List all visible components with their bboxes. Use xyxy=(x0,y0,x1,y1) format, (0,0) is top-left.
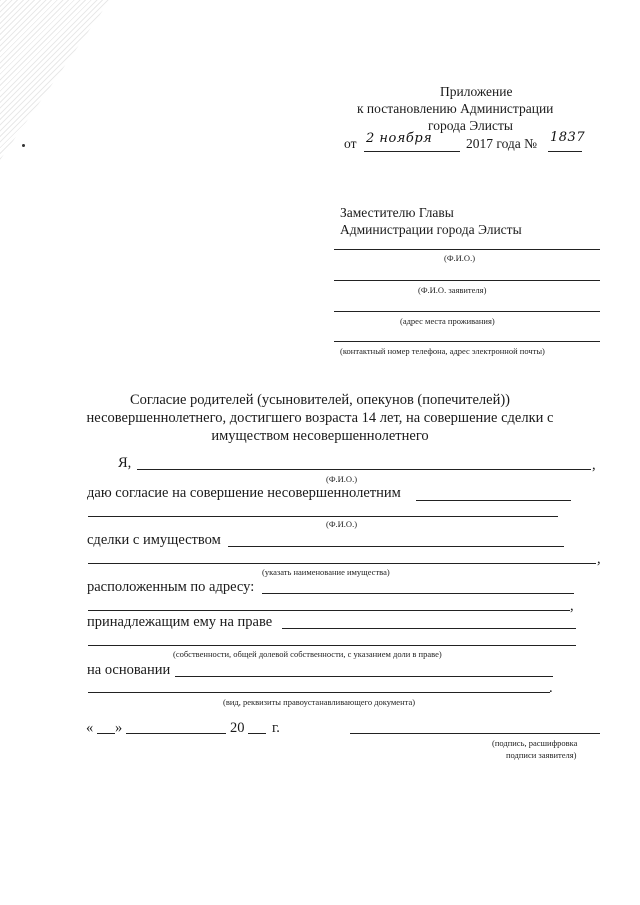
consent-line2 xyxy=(88,516,558,517)
header-date-prefix: от xyxy=(344,136,357,151)
caption-contacts: (контактный номер телефона, адрес электронной почты) xyxy=(340,346,545,356)
deals-line2 xyxy=(88,563,596,564)
body-belonging: принадлежащим ему на праве xyxy=(87,614,273,630)
header-number-handwritten: 1837 xyxy=(550,130,586,145)
scan-artifact-corner xyxy=(0,0,110,160)
applicant-line xyxy=(334,280,600,281)
caption-document: (вид, реквизиты правоустанавливающего документа) xyxy=(223,697,416,707)
contacts-line xyxy=(334,341,600,342)
header-line2: к постановлению Администрации xyxy=(357,101,554,116)
body-consent: даю согласие на совершение несовершеннолетним xyxy=(87,485,401,501)
caption-property: (указать наименование имущества) xyxy=(262,567,390,577)
caption-applicant: (Ф.И.О. заявителя) xyxy=(418,285,487,295)
basis-dot: . xyxy=(549,680,553,696)
title-line3: имуществом несовершеннолетнего xyxy=(211,428,429,444)
caption-fio2: (Ф.И.О.) xyxy=(326,519,358,529)
number-underline xyxy=(548,151,582,152)
addressee-line1: Заместителю Главы xyxy=(340,205,454,220)
caption-right: (собственности, общей долевой собственности, с указанием доли в праве) xyxy=(173,649,442,659)
caption-sign2: подписи заявителя) xyxy=(506,750,577,760)
scan-dot xyxy=(22,144,25,147)
basis-line xyxy=(175,676,553,677)
body-deals: сделки с имуществом xyxy=(87,532,221,548)
deals-line xyxy=(228,546,564,547)
day-line xyxy=(97,733,115,734)
title-line2: несовершеннолетнего, достигшего возраста 14 лет, на совершение сделки с xyxy=(86,410,554,426)
body-ya: Я, xyxy=(118,455,132,471)
located-comma: , xyxy=(570,598,574,614)
caption-fio1: (Ф.И.О.) xyxy=(326,474,358,484)
ya-fio-line xyxy=(137,469,591,470)
year-line xyxy=(248,733,266,734)
header-date-handwritten: 2 ноября xyxy=(366,131,433,146)
consent-line xyxy=(416,500,571,501)
body-comma: , xyxy=(592,457,596,473)
body-basis: на основании xyxy=(87,662,171,678)
caption-fio: (Ф.И.О.) xyxy=(444,253,476,263)
header-year-text: 2017 года № xyxy=(466,136,538,151)
located-line2 xyxy=(88,610,570,611)
addressee-line2: Администрации города Элисты xyxy=(340,222,522,237)
body-located: расположенным по адресу: xyxy=(87,579,255,595)
title-line1: Согласие родителей (усыновителей, опекунов (попечителей)) xyxy=(129,392,511,408)
date-quote-open: « xyxy=(86,720,94,736)
fio-line xyxy=(334,249,600,250)
year-suffix: г. xyxy=(272,720,280,736)
caption-sign1: (подпись, расшифровка xyxy=(492,738,578,748)
belonging-line xyxy=(282,628,576,629)
month-line xyxy=(126,733,226,734)
year-prefix: 20 xyxy=(230,720,245,736)
date-quote-close: » xyxy=(115,720,123,736)
date-underline xyxy=(364,151,460,152)
belonging-line2 xyxy=(88,645,576,646)
basis-line2 xyxy=(88,692,550,693)
deals-comma: , xyxy=(597,551,601,567)
signature-line xyxy=(350,733,600,734)
caption-address: (адрес места проживания) xyxy=(400,316,495,326)
located-line xyxy=(262,593,574,594)
header-line1: Приложение xyxy=(440,84,513,99)
address-line xyxy=(334,311,600,312)
header-line3: города Элисты xyxy=(428,118,513,133)
